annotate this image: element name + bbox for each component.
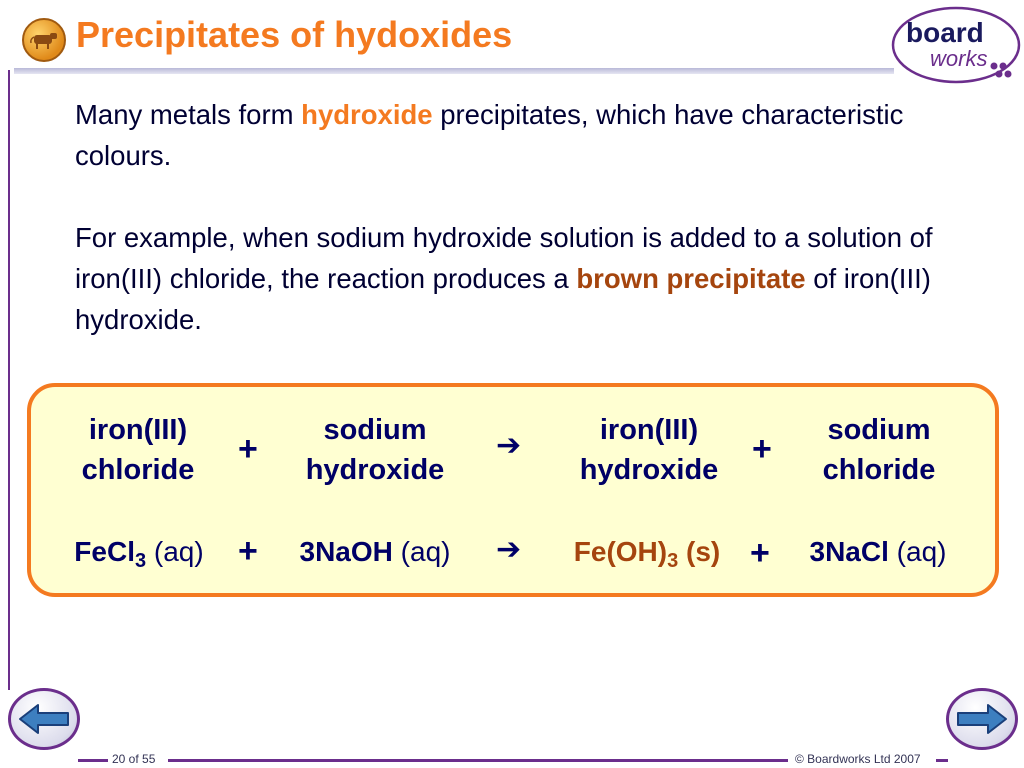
- formula-main: 3NaOH: [299, 536, 393, 567]
- boardworks-logo: [890, 4, 1022, 86]
- previous-slide-button[interactable]: [8, 688, 80, 750]
- word-line: sodium: [323, 414, 427, 446]
- state-symbol: (aq): [153, 536, 204, 567]
- brand-bottom-text: works: [930, 46, 988, 71]
- state-symbol: (aq): [896, 536, 947, 567]
- para1-text: Many metals form: [75, 99, 302, 130]
- word-product-iron-hydroxide: [556, 410, 742, 490]
- word-reactant-sodium-hydroxide: [282, 410, 468, 490]
- cow-logo-icon: [22, 18, 66, 62]
- state-symbol: (s): [686, 536, 721, 567]
- left-arrow-icon: [16, 701, 72, 737]
- formula-subscript: 3: [667, 550, 679, 572]
- formula-main: 3NaCl: [809, 536, 889, 567]
- plus-sign: +: [238, 430, 258, 468]
- brown-precipitate-highlight: brown precipitate: [576, 263, 806, 294]
- intro-paragraph: [75, 94, 955, 176]
- right-arrow-icon: [954, 701, 1010, 737]
- arrow-icon: ➔: [496, 429, 522, 462]
- word-line: iron(III): [599, 414, 699, 446]
- plus-sign: +: [238, 532, 258, 570]
- word-product-sodium-chloride: [796, 410, 962, 490]
- para1-text-end: precipitates, which have characteristic colours.: [75, 99, 904, 171]
- formula-fecl3: [56, 532, 222, 581]
- page-title: Precipitates of hydoxides: [76, 14, 513, 55]
- hydroxide-highlight: hydroxide: [301, 99, 433, 130]
- formula-nacl: [790, 532, 966, 572]
- para2-text: For example, when sodium hydroxide solution is added to a solution of iron(III) chloride, the reaction produces a: [75, 222, 933, 294]
- plus-sign: +: [752, 430, 772, 468]
- formula-fe-oh-3: [554, 532, 740, 581]
- arrow-icon: ➔: [496, 533, 522, 566]
- word-line: iron(III): [88, 414, 188, 446]
- page-number: 20 of 55: [112, 752, 156, 766]
- formula-naoh: [276, 532, 474, 572]
- state-symbol: (aq): [400, 536, 451, 567]
- left-frame-line: [8, 70, 10, 690]
- word-line: sodium: [827, 414, 931, 446]
- word-reactant-iron-chloride: [58, 410, 218, 490]
- title-underline: [14, 68, 894, 74]
- word-line: chloride: [822, 454, 936, 486]
- plus-sign: +: [750, 534, 770, 572]
- formula-main: Fe(OH): [573, 536, 668, 567]
- formula-main: FeCl: [74, 536, 135, 567]
- copyright-notice: © Boardworks Ltd 2007: [795, 752, 921, 766]
- footer-divider: [936, 759, 948, 762]
- formula-subscript: 3: [134, 550, 147, 572]
- example-paragraph: [75, 217, 955, 340]
- footer-divider: [168, 759, 788, 762]
- next-slide-button[interactable]: [946, 688, 1018, 750]
- word-line: chloride: [81, 454, 195, 486]
- brand-top-text: board: [906, 17, 984, 48]
- word-line: hydroxide: [579, 454, 719, 486]
- para2-text-end: of iron(III) hydroxide.: [75, 263, 931, 335]
- footer-divider: [78, 759, 108, 762]
- word-line: hydroxide: [305, 454, 445, 486]
